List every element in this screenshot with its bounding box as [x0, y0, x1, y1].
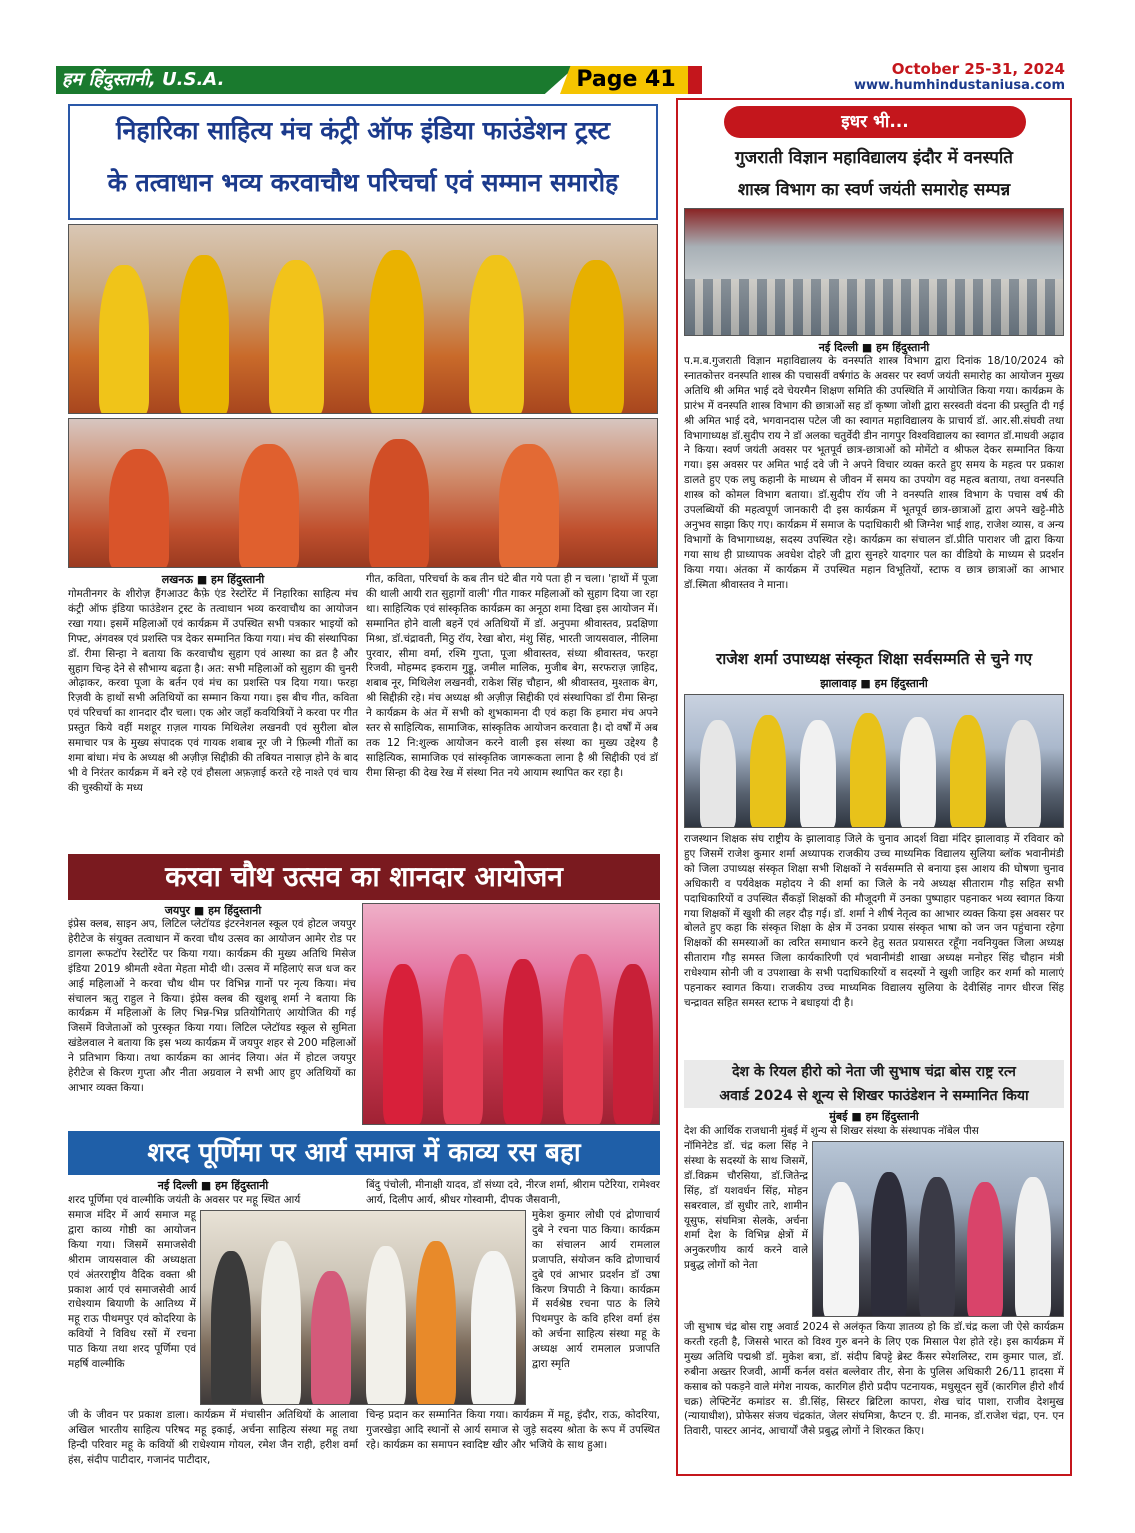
- photo-figure: [823, 1182, 859, 1317]
- photo-figure: [369, 250, 424, 414]
- article-2-headline-bar: [68, 854, 660, 900]
- photo-figure: [211, 1251, 251, 1405]
- article-3-bottom-left: जी के जीवन पर प्रकाश डाला। कार्यक्रम में मंचासीन अतिथियों के आलावा अखिल भारतीय साहित्य परिषद महू इकाई, अर्चना साहित्य संस्था महू तथा हिन्दी परिवार महू के कवियों श्री राधेश्याम गोयल, रमेश जैन राही, हरीश वर्मा हंस, संदीप पाटीदार, गजानंद पाटीदार,: [68, 1409, 358, 1466]
- sidebar-story-1-headline-line2: शास्त्र विभाग का स्वर्ण जयंती समारोह सम्पन्न: [737, 180, 1011, 200]
- sidebar-story-2-photo: [684, 694, 1064, 828]
- photo-figure: [311, 1271, 351, 1405]
- page-number: Page 41: [576, 67, 676, 92]
- photo-figure: [239, 444, 299, 568]
- sidebar-story-1-photo: [684, 208, 1064, 336]
- photo-figure: [919, 1177, 955, 1317]
- issue-date: October 25-31, 2024: [891, 60, 1065, 78]
- sidebar-banner: [724, 106, 1026, 138]
- photo-figure: [443, 954, 483, 1124]
- photo-figure: [499, 444, 559, 568]
- photo-figure: [569, 260, 624, 414]
- photo-figure: [1005, 720, 1041, 828]
- header-bar: [0, 62, 1135, 98]
- article-3-lead: शरद पूर्णिमा एवं वाल्मीकि जयंती के अवसर पर महू स्थित आर्य: [68, 1194, 301, 1206]
- article-3-right: मुकेश कुमार लोधी एवं द्रोणाचार्य दुबे ने रचना पाठ किया। कार्यक्रम का संचालन आर्य रामलाल प्रजापति, संयोजन कवि द्रोणाचार्य दुबे एवं आभार प्रदर्शन डॉ उषा किरण त्रिपाठी ने किया। कार्यक्रम में सर्वश्रेष्ठ रचना पाठ के लिये पिथमपुर के कवि हरिश वर्मा हंस को अर्चना साहित्य संस्था महू के अध्यक्ष आर्य रामलाल प्रजापति द्वारा स्मृति: [532, 1209, 660, 1371]
- photo-figure: [179, 255, 229, 414]
- sidebar-story-3-intro: देश की आर्थिक राजधानी मुंबई में शुन्य से शिखर संस्था के संस्थापक नॉबेल पीस: [684, 1125, 979, 1137]
- sidebar-story-2-headline: राजेश शर्मा उपाध्यक्ष संस्कृत शिक्षा सर्वसम्मति से चुने गए: [715, 650, 1033, 668]
- photo-figure: [871, 1172, 907, 1317]
- photo-figure: [750, 715, 786, 828]
- article-1-headline-line2: के तत्वाधान भव्य करवाचौथ परिचर्चा एवं सम्मान समारोह: [107, 168, 619, 197]
- masthead-red-band: [688, 66, 702, 94]
- website-url: www.humhindustaniusa.com: [853, 78, 1065, 93]
- photo-figure: [967, 1182, 1003, 1317]
- article-1-column-1: गोमतीनगर के शीरोज़ हैंगआउट कैफ़े एंड रेस्टोरेंट में निहारिका साहित्य मंच कंट्री ऑफ इंडिया फाउंडेशन ट्रस्ट के तत्वाधान भव्य करवाचौथ का आयोजन रखा गया। इसमें महिलाओं एवं कार्यक्रम में उपस्थित सभी पत्रकार भाइयों को गिफ्ट, अंगवस्त्र एवं प्रशस्ति पत्र देकर सम्मानित किया गया। मंच की संस्थापिका डॉ. रीमा सिन्हा ने बताया कि करवाचौथ सुहाग एवं आस्था का व्रत है और सुहाग चिन्ह देने से सौभाग्य बढ़ता है। अत: सभी महिलाओं को सुहाग की चुनरी ओढ़ाकर, करवा पूजा के बर्तन एवं मंच का प्रशस्ति पत्र दिया गया। फरहा रिज़वी के हाथों सभी अतिथियों का सम्मान किया गया। इस बीच गीत, कविता एवं परिचर्चा का शानदार दौर चला। एक ओर जहाँ कवयित्रियों ने करवा पर गीत प्रस्तुत किये वहीं मशहूर ग़ज़ल गायक मिथिलेश लखनवी एवं सुरीला बोल समाचार पत्र के मुख्य संपादक एवं गायक शबाब नूर जी ने फ़िल्मी गीतों का शमा बांधा। मंच के अध्यक्ष श्री अज़ीज़ सिद्दीक़ी की तबियत नासाज़ होने के बाद भी वे निरंतर कार्यक्रम में बने रहे एवं हौसला अफ़ज़ाई करते रहे नाश्ते एवं चाय की चुस्कीयों के मध्य: [68, 588, 358, 794]
- sidebar-story-1-byline: नई दिल्ली ■ हम हिंदुस्तानी: [818, 341, 930, 354]
- photo-figure: [269, 260, 324, 414]
- sidebar-story-3-photo: [812, 1141, 1064, 1317]
- article-2-headline: करवा चौथ उत्सव का शानदार आयोजन: [165, 860, 563, 893]
- photo-figure: [563, 954, 603, 1124]
- article-3-photo: [200, 1210, 526, 1405]
- masthead-title: हम हिंदुस्तानी, U.S.A.: [62, 69, 225, 90]
- article-1-byline: लखनऊ ■ हम हिंदुस्तानी: [161, 573, 265, 586]
- article-1-photo-ceremony: [68, 418, 658, 568]
- photo-figure: [416, 1241, 456, 1405]
- sidebar-story-3-headline-line2: अवार्ड 2024 से शून्य से शिखर फाउंडेशन ने सम्मानित किया: [719, 1088, 1029, 1104]
- sidebar-story-3-byline: मुंबई ■ हम हिंदुस्तानी: [829, 1110, 919, 1123]
- photo-figure: [503, 959, 543, 1124]
- article-1-column-2: गीत, कविता, परिचर्चा के कब तीन घंटे बीत गये पता ही न चला। 'हाथों में पूजा की थाली आयी रात सुहागों वाली' गीत गाकर महिलाओं को सुहाग दिया जा रहा था। साहित्यिक एवं सांस्कृतिक कार्यक्रम का अनूठा शमा दिखा इस आयोजन में। सम्मानित होने वाली बहनें एवं अतिथियों में डॉ. अनुपमा श्रीवास्तव, प्रदक्षिणा मिश्रा, डॉ.चंद्रावती, मिठु रॉय, रेखा बोरा, मंशु सिंह, भारती जायसवाल, नीलिमा पुरवार, सीमा वर्मा, रश्मि गुप्ता, पूजा श्रीवास्तव, संध्या श्रीवास्तव, फरहा रिजवी, मोहम्मद इकराम गुड्डू, जमील मालिक, मुजीब बेग, सरफराज़ ज़ाहिद, शबाब नूर, मिथिलेश लखनवी, राकेश सिंह चौहान, श्री श्रीवास्तव, मुश्ताक बेग, श्री सिद्दीक़ी रहे। मंच अध्यक्ष श्री अज़ीज़ सिद्दीकी एवं संस्थापिका डॉ रीमा सिन्हा ने कार्यक्रम के अंत में सभी को शुभकामना दी एवं कहा कि हमारा मंच अपने स्तर से साहित्यिक, सामाजिक, सांस्कृतिक आयोजन करवाता है। दो वर्षों में अब तक 12 नि:शुल्क आयोजन करने वाली इस संस्था का मुख्य उद्देश्य है साहित्यिक, सामाजिक एवं सांस्कृतिक जागरूकता लाना है श्री सिद्दीकी एवं डॉ रीमा सिन्हा की देख रेख में संस्था नित नये आयाम स्थापित कर रहा है।: [366, 573, 658, 779]
- photo-figure: [369, 439, 429, 568]
- sidebar-story-3-body: जी सुभाष चंद्र बोस राष्ट्र अवार्ड 2024 से अलंकृत किया ज्ञातव्य हो कि डॉ.चंद्र कला जी ऐसे कार्यक्रम करती रहती है, जिससे भारत को विश्व गुरु बनने के लिए एक मिसाल पेश होते रहे। इस कार्यक्रम में मुख्य अतिथि पद्मश्री डॉ. मुकेश बत्रा, डॉ. संदीप बिपट्टे ब्रेस्ट कैंसर स्पेशलिस्ट, राम कुमार पाल, डॉ. रुबीना अख्तर रिजवी, आर्मी कर्नल वसंत बल्लेवार तीर, सेना के पुलिस अधिकारी 26/11 हादसा में कसाब को पकड़ने वाले मंगेश नायक, कारगिल हीरो प्रदीप पटनायक, मधुसूदन सुर्वे (कारगिल हीरो शौर्य चक्र) लेफ्टिनेंट कमांडर स. डी.सिंह, सिस्टर ब्रिटिला कापरा, शेख चांद पाशा, राजीव देशमुख (न्यायाधीश), प्रोफेसर संजय चंद्रकांत, जेलर संघमित्रा, कैप्टन ए. डी. मानक, डॉ.राजेश चंद्रा, एन. एन तिवारी, पास्टर आनंद, आचार्यों जैसे प्रबुद्ध लोगों ने शिरकत किए।: [684, 1321, 1064, 1438]
- article-1-photo-group: [68, 224, 658, 414]
- sidebar-story-2-byline: झालावाड़ ■ हम हिंदुस्तानी: [820, 677, 928, 690]
- article-2-byline: जयपुर ■ हम हिंदुस्तानी: [164, 904, 262, 917]
- photo-figure: [950, 715, 986, 828]
- sidebar-story-3-left: नॉमिनेटेड डॉ. चंद्र कला सिंह ने संस्था के सदस्यों के साथ जिसमें, डॉ.विक्रम चौरसिया, डॉ.जितेन्द्र सिंह, डॉ यशवर्धन सिंह, मोहन सबरवाल, डॉ सुधीर तारे, शामीन यूसुफ, संघमित्रा सेलके, अर्चना शर्मा देश के विभिन्न क्षेत्रों में अनुकरणीय कार्य करने वाले प्रबुद्ध लोगों को नेता: [684, 1140, 808, 1272]
- sidebar-banner-text: इधर भी...: [841, 112, 909, 132]
- sidebar-story-3-headline: [684, 1060, 1064, 1108]
- photo-figure: [109, 449, 169, 568]
- article-1-headline-box: [68, 104, 658, 220]
- article-2-body: इंप्रेस क्लब, साइन अप, लिटिल प्लेटॉयड इंटरनेशनल स्कूल एवं होटल जयपुर हेरीटेज के संयुक्त तत्वाधान में करवा चौथ उत्सव का आयोजन आमेर रोड पर डागला रूफटॉप रेस्टोरेंट पर किया गया। कार्यक्रम की मुख्य अतिथि मिसेज इंडिया 2019 श्रीमती श्वेता मेहता मोदी थी। उत्सव में महिलाएं सज धज कर आई महिलाओं ने करवा चौथ थीम पर विभिन्न गानों पर नृत्य किया। मंच संचालन ऋतु राहुल ने किया। इंप्रेस क्लब की खुशबू शर्मा ने बताया कि कार्यक्रम में महिलाओं के लिए भिन्न-भिन्न प्रतियोगिताएं आयोजित की गई जिसमें विजेताओं को पुरस्कृत किया गया। लिटिल प्लेटॉयड स्कूल से सुमिता खंडेलवाल ने बताया कि इस भव्य कार्यक्रम में जयपुर शहर से 200 महिलाओं ने प्रतिभाग किया। तथा कार्यक्रम का आनंद लिया। अंत में होटल जयपुर हेरीटेज से किरण गुप्ता और नीता अग्रवाल ने सभी आए हुए अतिथियों का आभार व्यक्त किया।: [68, 918, 356, 1094]
- photo-figure: [99, 265, 149, 414]
- photo-figure: [800, 720, 836, 828]
- photo-figure: [471, 1251, 516, 1405]
- article-3-left: समाज मंदिर में आर्य समाज महू द्वारा काव्य गोष्ठी का आयोजन किया गया। जिसमें समाजसेवी श्रीराम जायसवाल की अध्यक्षता एवं अंतरराष्ट्रीय वैदिक वक्ता श्री प्रकाश आर्य एवं समाजसेवी आर्य राधेश्याम बियाणी के आतिथ्य में महू राऊ पीथमपुर एवं कोदरिया के कवियों ने विविध रसों में रचना पाठ किया तथा शरद पूर्णिमा एवं महर्षि वाल्मीकि: [68, 1209, 196, 1371]
- article-2-photo: [362, 903, 660, 1125]
- sidebar-story-1-body: प.म.ब.गुजराती विज्ञान महाविद्यालय के वनस्पति शास्त्र विभाग द्वारा दिनांक 18/10/2024 को स्नातकोत्तर वनस्पति शास्त्र की पचासवीं वर्षगांठ के अवसर पर स्वर्ण जयंती समारोह का आयोजन मुख्य अतिथि श्री अमित भाई दवे चेयरमैन शिक्षण समिति की उपस्थिति में आयोजित किया गया। कार्यक्रम के प्रारंभ में वनस्पति शास्त्र विभाग की छात्राओं सह डॉ कृष्णा जोशी द्वारा सरस्वती वंदना की प्रस्तुति दी गई श्री अमित भाई दवे, भगवानदास पटेल जी का स्वागत महाविद्यालय के प्राचार्य डॉ. आर.सी.संघवी तथा विभागाध्यक्ष डॉ.सुदीप राय ने डॉ अलका चतुर्वेदी डीन नागपुर विश्वविद्यालय का स्वागत डॉ.माधवी अढ़ाव ने किया। स्वर्ण जयंती अवसर पर भूतपूर्व छात्र-छात्राओं को मोमेंटो व श्रीफल देकर सम्मानित किया गया। इस अवसर पर अमित भाई दवे जी ने अपने विचार व्यक्त करते हुए समय के महत्व पर प्रकाश डालते हुए एक लघु कहानी के माध्यम से जीवन में समय का उपयोग वह महत्व बताया, तथा वनस्पति शास्त्र को कोमल विभाग बताया। डॉ.सुदीप रॉय जी ने वनस्पति शास्त्र विभाग के पचास वर्ष की उपलब्धियों की महत्वपूर्ण जानकारी दी इस कार्यक्रम में भूतपूर्व छात्र-छात्राओं द्वारा अपने खट्टे-मीठे अनुभव साझा किए गए। कार्यक्रम में समाज के पदाधिकारी श्री जिग्नेश भाई शाह, राजेश व्यास, व अन्य विभागों के विभागाध्यक्ष, सदस्य उपस्थित रहे। कार्यक्रम का संचालन डॉ.प्रीति पाराशर जी द्वारा किया गया साथ ही प्राध्यापक अवधेश दोहरे जी द्वारा सुनहरे यादगार पल का वीडियो के माध्यम से प्रदर्शन किया गया। अंतका में कार्यक्रम में उपस्थित महान विभूतियों, स्टाफ व छात्र छात्राओं का आभार डॉ.स्मिता श्रीवास्तव ने माना।: [684, 355, 1064, 591]
- audience-rows: [685, 279, 1063, 335]
- article-3-bottom-right: चिन्ह प्रदान कर सम्मानित किया गया। कार्यक्रम में महू, इंदौर, राऊ, कोदरिया, गुजरखेड़ा आदि स्थानों से आर्य समाज से जुड़े सदस्य श्रोता के रूप में उपस्थित रहे। कार्यक्रम का समापन स्वादिष्ट खीर और भजिये के साथ हुआ।: [366, 1409, 660, 1451]
- article-1-headline-line1: निहारिका साहित्य मंच कंट्री ऑफ इंडिया फाउंडेशन ट्रस्ट: [116, 116, 610, 145]
- article-3-top-right: बिंदु पंचोली, मीनाक्षी यादव, डॉ संध्या दवे, नीरज शर्मा, श्रीराम पटेरिया, रामेश्वर आर्य, दिलीप आर्य, श्रीधर गोस्वामी, दीपक जैसवानी,: [366, 1179, 660, 1206]
- article-3-headline: शरद पूर्णिमा पर आर्य समाज में काव्य रस बहा: [147, 1138, 581, 1168]
- article-3-headline-bar: [68, 1131, 660, 1175]
- photo-figure: [469, 255, 524, 414]
- photo-figure: [366, 1246, 406, 1405]
- photo-figure: [613, 964, 653, 1124]
- sidebar-story-3-headline-line1: देश के रियल हीरो को नेता जी सुभाष चंद्रा बोस राष्ट्र रत्न: [732, 1064, 1016, 1080]
- photo-figure: [850, 713, 886, 828]
- photo-figure: [383, 964, 423, 1124]
- photo-figure: [261, 1241, 301, 1405]
- sidebar-story-1-headline: [684, 142, 1064, 206]
- photo-figure: [1015, 1177, 1051, 1317]
- photo-figure: [700, 720, 736, 828]
- article-3-byline: नई दिल्ली ■ हम हिंदुस्तानी: [157, 1179, 269, 1192]
- sidebar-story-1-headline-line1: गुजराती विज्ञान महाविद्यालय इंदौर में वनस्पति: [735, 148, 1013, 168]
- photo-figure: [900, 717, 936, 828]
- sidebar-story-2-body: राजस्थान शिक्षक संघ राष्ट्रीय के झालावाड़ जिले के चुनाव आदर्श विद्या मंदिर झालावाड़ में रविवार को हुए जिसमें राजेश कुमार शर्मा अध्यापक राजकीय उच्च माध्यमिक विद्यालय सुलिया ब्लॉक भवानीमंडी को जिला उपाध्यक्ष संस्कृत शिक्षा सभी शिक्षकों ने सर्वसम्मति से बनाया इस आशय की घोषणा चुनाव अधिकारी व पर्यवेक्षक महोदय ने की शर्मा का जिले के नये अध्यक्ष सीताराम गौड़ सहित सभी पदाधिकारियों व उपस्थित सैंकड़ों शिक्षकों की मौजूदगी में उनका पुष्पाहार पहनाकर भव्य स्वागत किया गया शिक्षकों में खुशी की लहर दौड़ गई। डॉ. शर्मा ने शीर्ष नेतृत्व का आभार व्यक्त किया इस अवसर पर बोलते हुए कहा कि संस्कृत शिक्षा के क्षेत्र में उनका प्रयास संस्कृत भाषा को जन जन पहुंचाना रहेगा शिक्षकों की समस्याओं का त्वरित समाधान करने हेतु सतत प्रयासरत रहूँगा नवनियुक्त जिला अध्यक्ष सीताराम गौड़ समस्त जिला कार्यकारिणी एवं भवानीमंडी शाखा अध्यक्ष मनोहर सिंह चौहान मंत्री राधेश्याम सोनी जी व उपशाखा के सभी पदाधिकारियों व सदस्यों ने खुशी जाहिर कर शर्मा को मालाएं पहनाकर स्वागत किया। राजकीय उच्च माध्यमिक विद्यालय सुलिया के देवीसिंह नागर धीरज सिंह चन्द्रावत सहित समस्त स्टाफ ने बधाइयां दी है।: [684, 833, 1064, 1009]
